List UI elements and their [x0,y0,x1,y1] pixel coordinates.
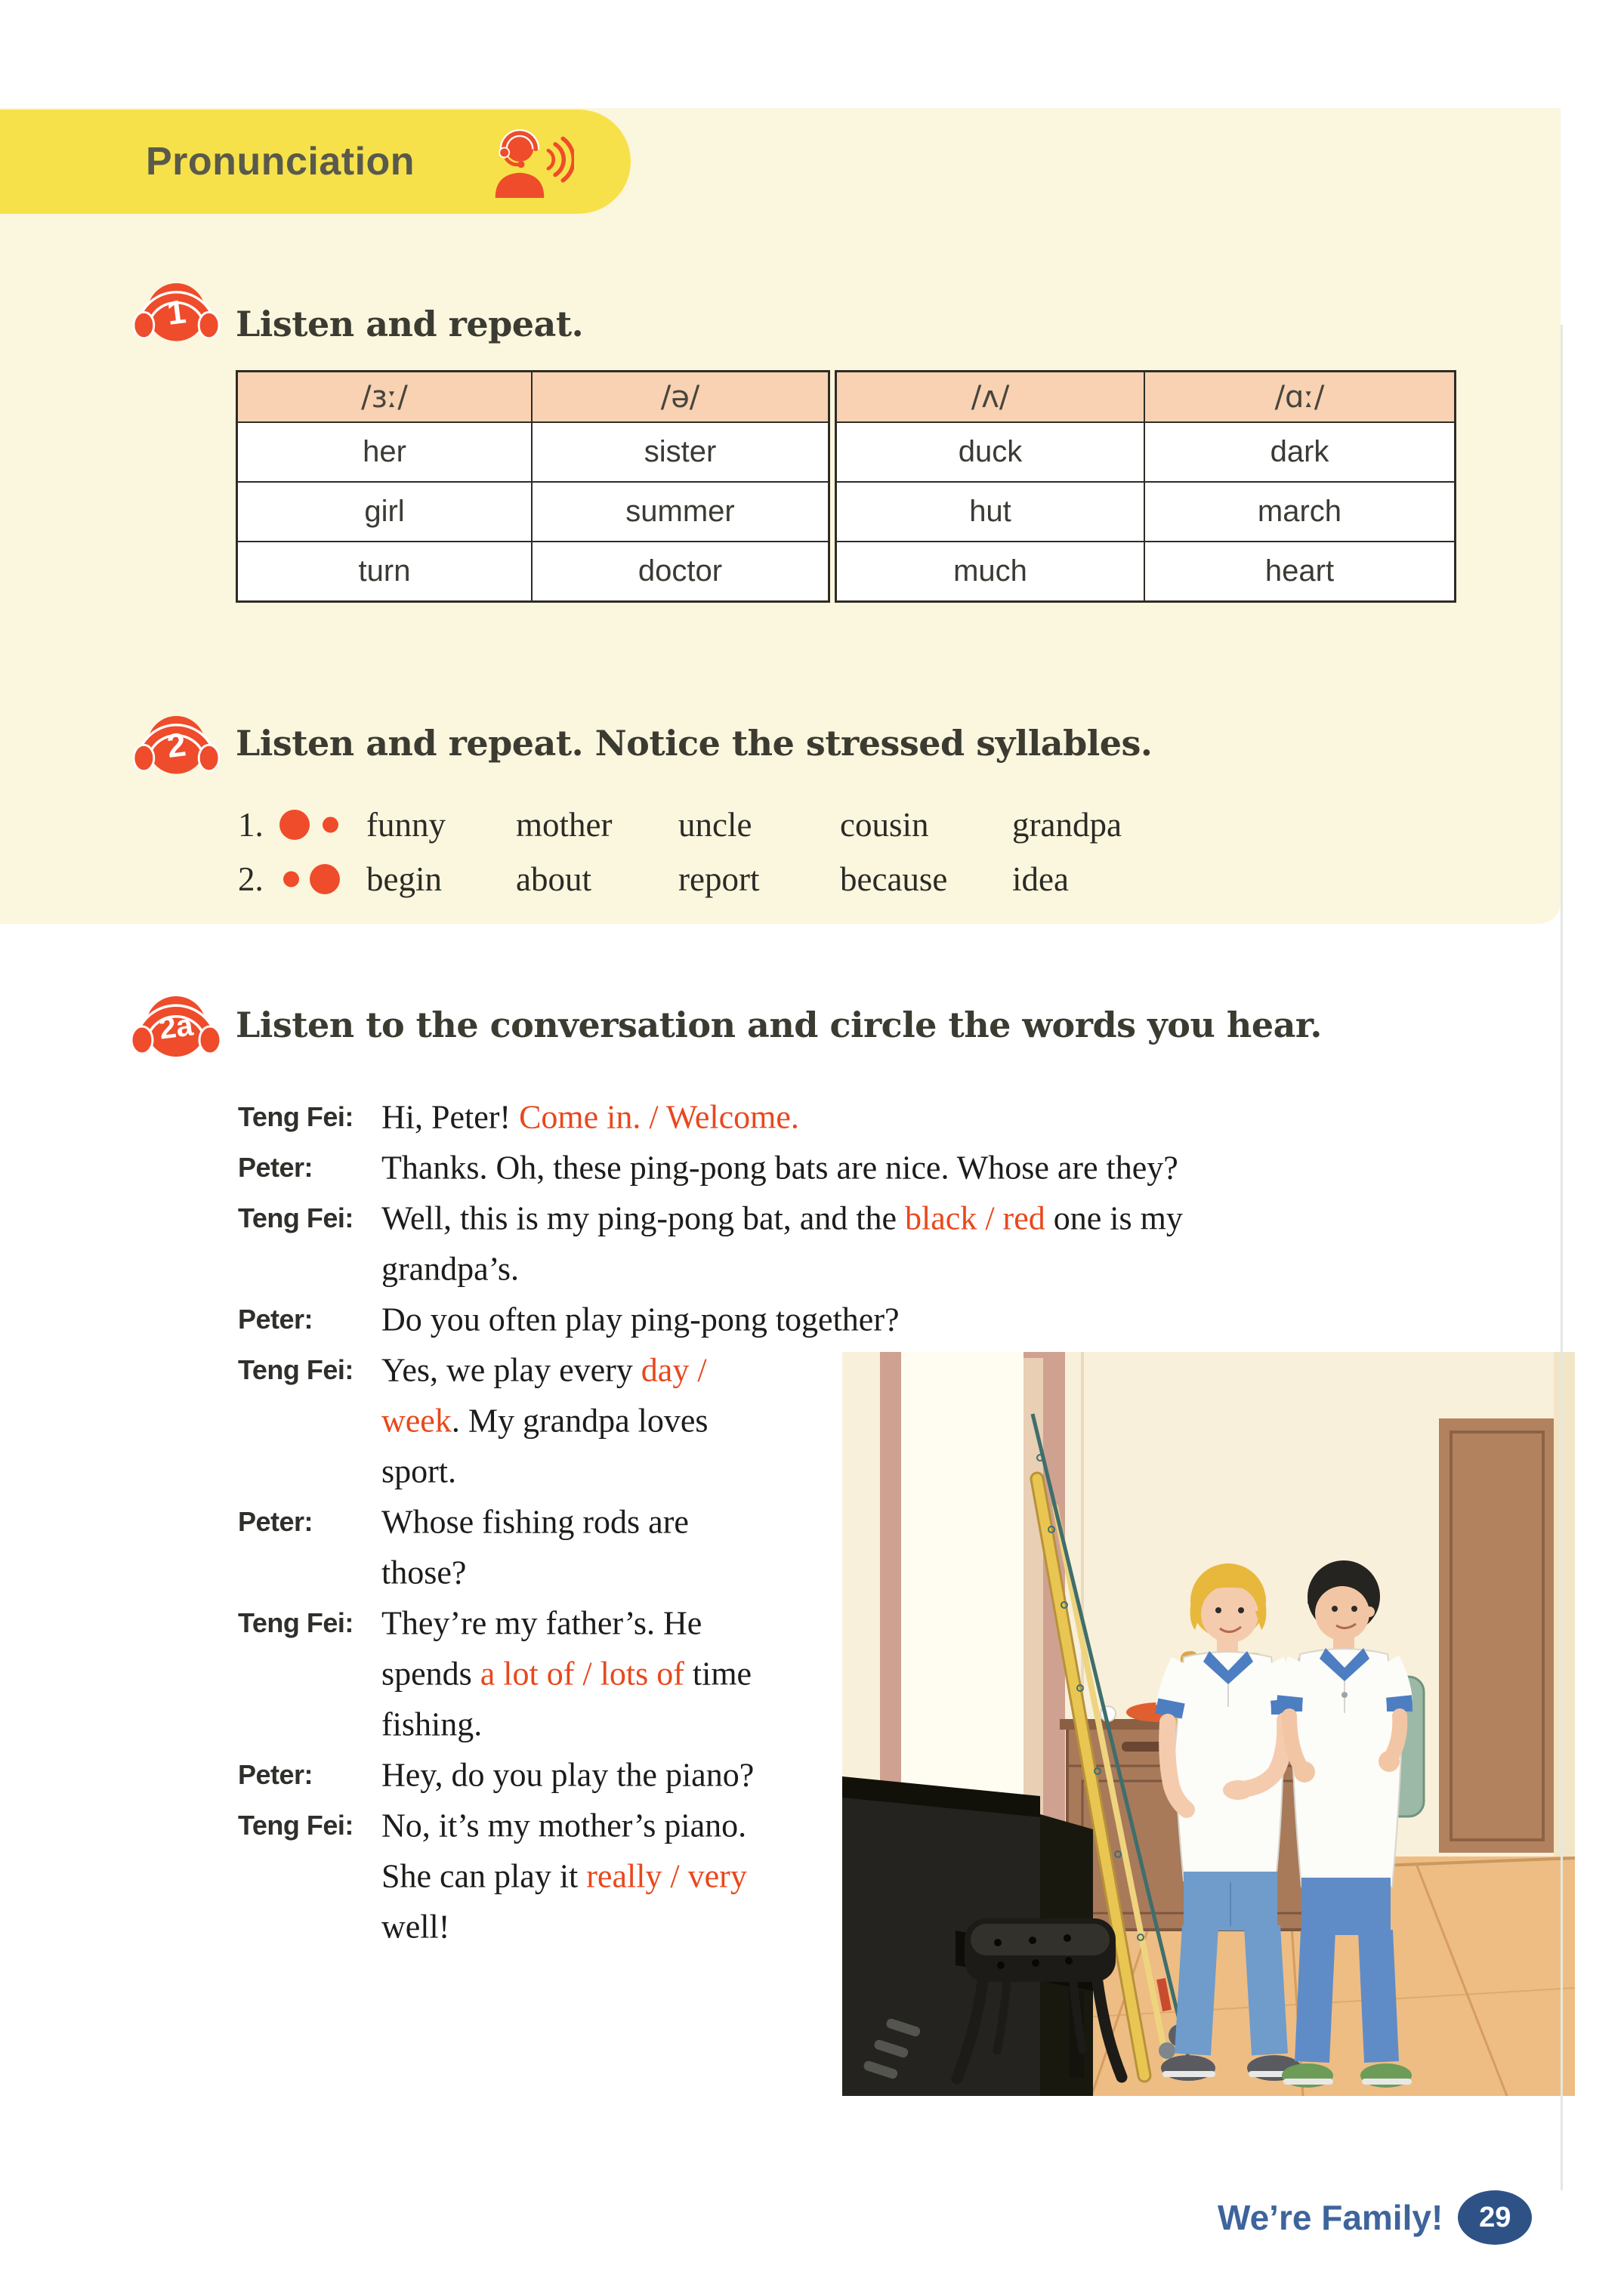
stress-word: grandpa [1012,806,1122,844]
highlight-segment: week [381,1402,452,1439]
table-cell: dark [1145,421,1454,481]
table-header-cell: /ɑː/ [1145,372,1454,421]
highlight-segment: Come in. / Welcome. [519,1098,799,1135]
dialogue-line [238,1193,1371,1243]
dialogue-text: Hey, do you play the piano? [381,1756,755,1793]
speaker-label: Teng Fei: [238,1809,354,1841]
dialogue-text: Do you often play ping-pong together? [381,1301,900,1338]
dialogue-line [238,1243,1371,1294]
dialogue-line [238,1142,1371,1193]
table-cell: girl [238,481,533,541]
dialogue-text: Whose fishing rods are [381,1503,689,1540]
speaker-label: Peter: [238,1758,313,1790]
stress-word: mother [516,806,613,844]
table-cell: much [837,541,1145,600]
dialogue-text: those? [381,1554,467,1591]
headphones-badge-icon [133,699,220,786]
stress-word: funny [366,806,446,844]
speaker-label: Peter: [238,1505,313,1537]
speaker-label: Teng Fei: [238,1100,354,1132]
dialogue-text: Thanks. Oh, these ping-pong bats are nice. Whose are they? [381,1149,1178,1186]
table-cell: doctor [533,541,828,600]
stressed-dot-icon [279,810,310,840]
unstressed-dot-icon [323,817,338,833]
pronunciation-banner [0,110,631,214]
table-header-cell: /ə/ [533,372,828,421]
table-cell: heart [1145,541,1454,600]
section2-title: Listen and repeat. Notice the stressed syllables. [236,723,1153,764]
stress-word: about [516,860,591,898]
stress-word: because [840,860,948,898]
speaker-headset-icon [483,119,574,204]
stress-index: 1. [238,806,264,844]
table-cell: hut [837,481,1145,541]
speaker-label: Peter: [238,1151,313,1183]
table-cell: sister [533,421,828,481]
stressed-dot-icon [310,864,340,894]
stress-word: begin [366,860,442,898]
table-cell: turn [238,541,533,600]
speaker-label: Teng Fei: [238,1353,354,1385]
stress-word: report [678,860,760,898]
dialogue-text: fishing. [381,1705,483,1742]
phonics-table-right [835,370,1456,603]
highlight-segment: black / red [905,1199,1045,1236]
table-cell: duck [837,421,1145,481]
highlight-segment: day / [641,1351,707,1388]
dialogue-text: Yes, we play every day / [381,1351,707,1388]
page-edge-line [1561,325,1563,2190]
unstressed-dot-icon [283,872,299,887]
headphones-badge-icon [133,266,220,353]
speaker-label: Peter: [238,1303,313,1335]
table-cell: march [1145,481,1454,541]
section2a-title: Listen to the conversation and circle the words you hear. [236,1005,1322,1045]
dialogue-text: week. My grandpa loves [381,1402,709,1439]
dialogue-line [238,1294,1371,1344]
table-header-cell: /ʌ/ [837,372,1145,421]
phonics-table-left [236,370,830,603]
dialogue-text: well! [381,1908,450,1945]
highlight-segment: a lot of / lots of [480,1655,684,1692]
table-cell: her [238,421,533,481]
section1-title: Listen and repeat. [236,304,584,344]
stress-index: 2. [238,860,264,898]
banner-title: Pronunciation [146,140,415,184]
stress-row [238,802,1401,847]
section-number: 2a [157,1008,195,1046]
speaker-label: Teng Fei: [238,1202,354,1233]
section-number: 2 [165,726,188,765]
stress-word: idea [1012,860,1069,898]
speaker-label: Teng Fei: [238,1607,354,1638]
dialogue-text: spends a lot of / lots of time [381,1655,752,1692]
dialogue-line [238,1091,1371,1142]
scene-illustration [842,1352,1575,2096]
table-cell: summer [533,481,828,541]
headphones-badge-icon [131,978,221,1069]
section-number: 1 [165,293,188,332]
page-footer [1218,2190,1532,2245]
highlight-segment: really / very [586,1857,747,1894]
stress-row [238,857,1401,902]
page-number: 29 [1479,2201,1511,2233]
stress-word: cousin [840,806,929,844]
dialogue-text: She can play it really / very [381,1857,747,1894]
dialogue-text: sport. [381,1452,456,1489]
page-number-badge [1458,2190,1532,2245]
unit-title: We’re Family! [1218,2198,1443,2237]
stress-word: uncle [678,806,752,844]
dialogue-text: Well, this is my ping-pong bat, and the black / red one is my [381,1199,1183,1236]
dialogue-text: No, it’s my mother’s piano. [381,1807,747,1844]
dialogue-text: They’re my father’s. He [381,1604,702,1641]
background-door [1439,1418,1556,1853]
table-header-cell: /ɜː/ [238,372,533,421]
dialogue-text: grandpa’s. [381,1250,520,1287]
dialogue-text: Hi, Peter! Come in. / Welcome. [381,1098,799,1135]
